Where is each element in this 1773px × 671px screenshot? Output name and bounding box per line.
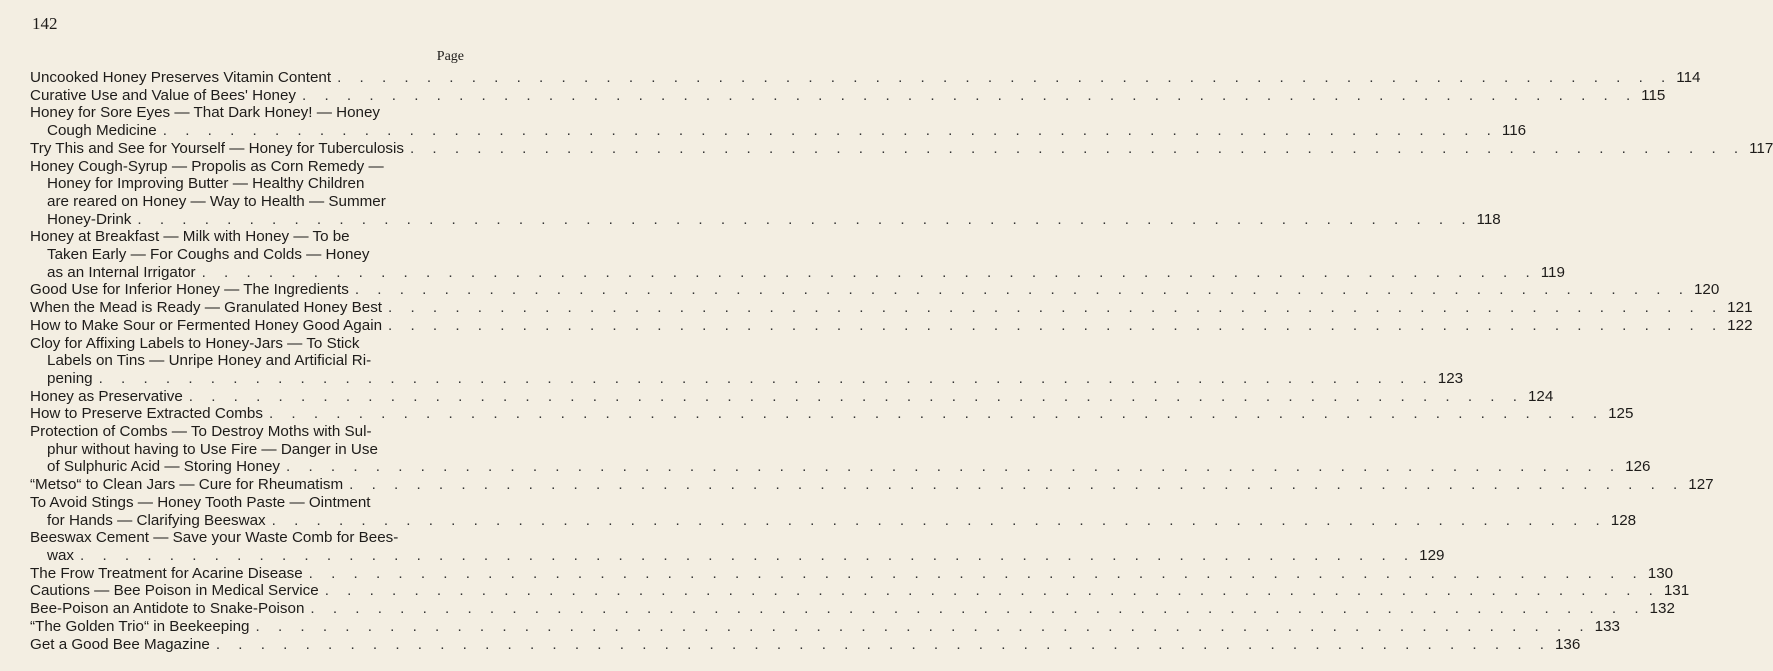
toc-entry-page: 122 [1727,316,1753,334]
dot-leader: . . . . . . . . . . . . . . . . . . . . . . . . . . . . . . . . . . . . . . . . . . . . . . . . . . . . . . . . . . . . [388,299,1724,317]
toc-entry-line [30,210,1501,229]
dot-leader: . . . . . . . . . . . . . . . . . . . . . . . . . . . . . . . . . . . . . . . . . . . . . . . . . . . . . . . . . . . . [310,600,1646,618]
toc-entry-title: pening [47,369,93,387]
toc-entry [30,157,1501,229]
dot-leader: . . . . . . . . . . . . . . . . . . . . . . . . . . . . . . . . . . . . . . . . . . . . . . . . . . . . . . . . . . . . [308,564,1644,582]
toc-entry-title: When the Mead is Ready — Granulated Honey Best [30,299,383,317]
toc-entry-title: Protection of Combs — To Destroy Moths with Sul- [30,423,372,441]
toc-entry-title: Beeswax Cement — Save your Waste Comb for Bees- [30,529,399,547]
toc-entry-line [30,335,468,353]
toc-entry-page: 126 [1625,458,1651,476]
toc-entry-line [30,352,468,370]
toc-entry [30,529,1445,564]
toc-entry-title: phur without having to Use Fire — Danger in Use [47,440,378,458]
toc-entry-page: 124 [1527,387,1554,405]
page-column-header: Page [436,49,464,64]
toc-entry-page: 130 [1647,564,1674,582]
toc-entry-title: Cloy for Affixing Labels to Honey-Jars — To Stick [30,334,360,352]
dot-leader: . . . . . . . . . . . . . . . . . . . . . . . . . . . . . . . . . . . . . . . . . . . . . . . . . . . . . . . . . . . . [324,582,1660,600]
toc-entry-line [30,494,468,512]
toc-entry-title: Cough Medicine [47,122,157,140]
toc-entry [30,228,1565,281]
dot-leader: . . . . . . . . . . . . . . . . . . . . . . . . . . . . . . . . . . . . . . . . . . . . . . . . . . . . . . . . . . . . [162,122,1498,140]
toc-entry-title: Bee-Poison an Antidote to Snake-Poison [30,600,305,618]
toc-entry-page: 119 [1540,263,1565,281]
dot-leader: . . . . . . . . . . . . . . . . . . . . . . . . . . . . . . . . . . . . . . . . . . . . . . . . . . . . . . . . . . . . [409,139,1746,157]
dot-leader: . . . . . . . . . . . . . . . . . . . . . . . . . . . . . . . . . . . . . . . . . . . . . . . . . . . . . . . . . . . . [98,369,1434,387]
toc-entry-title: are reared on Honey — Way to Health — Summer [47,192,386,210]
toc-entry-line [30,281,1720,299]
toc-entry-line [30,635,1581,654]
toc-entry-title: Honey Cough-Syrup — Propolis as Corn Remedy — [30,157,384,175]
toc-entry-line [30,263,1565,282]
toc-entry-title: Try This and See for Yourself — Honey for Tuberculosis [30,139,404,157]
dot-leader: . . . . . . . . . . . . . . . . . . . . . . . . . . . . . . . . . . . . . . . . . . . . . . . . . . . . . . . . . . . . [271,511,1607,529]
toc-entry-title: Honey for Sore Eyes — That Dark Honey! — Honey [30,104,381,122]
toc-entry-page: 132 [1649,600,1675,618]
toc-entry-line [30,441,468,459]
toc-entry [30,582,1690,600]
dot-leader: . . . . . . . . . . . . . . . . . . . . . . . . . . . . . . . . . . . . . . . . . . . . . . . . . . . . . . . . . . . . [137,210,1473,228]
toc-entry [30,476,1714,494]
toc-entry-title: “The Golden Trio“ in Beekeeping [30,617,250,635]
toc-entry-line [30,139,1773,158]
toc-entry-line [30,387,1554,406]
dot-leader: . . . . . . . . . . . . . . . . . . . . . . . . . . . . . . . . . . . . . . . . . . . . . . . . . . . . . . . . . . . . [268,405,1605,423]
toc-entry-line [30,582,1690,600]
toc-entry-page: 133 [1594,617,1620,635]
toc-entry-title: How to Make Sour or Fermented Honey Good Again [30,316,383,334]
toc-entry-line [30,564,1674,583]
toc-entry-line [30,476,1714,494]
dot-leader: . . . . . . . . . . . . . . . . . . . . . . . . . . . . . . . . . . . . . . . . . . . . . . . . . . . . . . . . . . . . [255,617,1591,635]
dot-leader: . . . . . . . . . . . . . . . . . . . . . . . . . . . . . . . . . . . . . . . . . . . . . . . . . . . . . . . . . . . . [302,86,1638,104]
toc-entry-title: wax [47,546,75,564]
toc-entry-page: 118 [1476,210,1501,228]
toc-entry-page: 129 [1419,546,1445,564]
toc-entry-title: How to Preserve Extracted Combs [30,405,263,423]
toc-entry-page: 136 [1554,635,1581,653]
toc-entry [30,69,1701,87]
toc-entry-title: Get a Good Bee Magazine [30,635,210,653]
toc-entry-title: Labels on Tins — Unripe Honey and Artificial Ri- [47,352,372,370]
toc-entry-line [30,86,1666,105]
toc-entry-line [30,529,468,547]
toc-entry-title: Taken Early — For Coughs and Colds — Honey [47,246,370,264]
dot-leader: . . . . . . . . . . . . . . . . . . . . . . . . . . . . . . . . . . . . . . . . . . . . . . . . . . . . . . . . . . . . [80,546,1416,564]
toc-entry [30,423,1651,476]
toc-entry-title: Curative Use and Value of Bees' Honey [30,86,297,104]
toc-entry-line [30,511,1637,530]
toc-entry-page: 131 [1663,582,1690,600]
toc-entry-page: 125 [1608,405,1634,423]
toc-entry-title: Honey-Drink [47,210,132,228]
dot-leader: . . . . . . . . . . . . . . . . . . . . . . . . . . . . . . . . . . . . . . . . . . . . . . . . . . . . . . . . . . . . [337,69,1673,86]
toc-entry [30,299,1753,317]
toc-entry-title: The Frow Treatment for Acarine Disease [30,564,303,582]
toc-entry-page: 123 [1437,369,1464,387]
dot-leader: . . . . . . . . . . . . . . . . . . . . . . . . . . . . . . . . . . . . . . . . . . . . . . . . . . . . . . . . . . . . [286,458,1622,476]
toc-entry [30,600,1675,618]
toc-entry-line [30,405,1634,423]
toc-entry-title: as an Internal Irrigator [47,263,196,281]
toc-entry-line [30,158,468,176]
toc-entry [30,104,1527,140]
toc-entry [30,564,1674,583]
toc-entry-line [30,122,1527,140]
toc-entry-page: 127 [1688,476,1714,494]
toc-entry-line [30,600,1675,618]
toc-entry-title: Honey at Breakfast — Milk with Honey — To be [30,228,350,246]
toc-entry-page: 121 [1727,299,1753,317]
toc-entry-line [30,369,1464,388]
toc-entry-line [30,246,468,264]
toc-entry-line [30,69,1701,87]
dot-leader: . . . . . . . . . . . . . . . . . . . . . . . . . . . . . . . . . . . . . . . . . . . . . . . . . . . . . . . . . . . . [354,281,1690,299]
toc-entry-title: “Metso“ to Clean Jars — Cure for Rheumatism [30,476,344,494]
dot-leader: . . . . . . . . . . . . . . . . . . . . . . . . . . . . . . . . . . . . . . . . . . . . . . . . . . . . . . . . . . . . [388,316,1724,334]
toc-entry-page: 114 [1676,69,1701,86]
toc-entry-title: Honey for Improving Butter — Healthy Children [47,175,365,193]
toc-entry [30,316,1753,335]
toc-entry-page: 128 [1610,511,1637,529]
toc-entry [30,617,1620,636]
toc-entry [30,387,1554,406]
table-of-contents [30,69,1773,653]
dot-leader: . . . . . . . . . . . . . . . . . . . . . . . . . . . . . . . . . . . . . . . . . . . . . . . . . . . . . . . . . . . . [215,635,1551,653]
toc-entry-line [30,617,1620,636]
dot-leader: . . . . . . . . . . . . . . . . . . . . . . . . . . . . . . . . . . . . . . . . . . . . . . . . . . . . . . . . . . . . [349,476,1685,494]
toc-entry-line [30,228,468,246]
toc-entry-title: of Sulphuric Acid — Storing Honey [47,458,280,476]
toc-entry [30,139,1773,158]
toc-entry [30,635,1581,654]
page-number: 142 [32,14,58,33]
toc-entry [30,334,1464,388]
toc-entry-title: Good Use for Inferior Honey — The Ingredients [30,281,349,299]
toc-entry [30,493,1637,529]
toc-entry-title: Honey as Preservative [30,387,183,405]
toc-entry-line [30,458,1651,476]
toc-entry-title: Uncooked Honey Preserves Vitamin Content [30,69,332,86]
toc-entry [30,405,1634,423]
toc-entry [30,86,1666,105]
toc-entry-title: To Avoid Stings — Honey Tooth Paste — Ointment [30,493,371,511]
toc-entry [30,281,1720,299]
toc-entry-title: Cautions — Bee Poison in Medical Service [30,582,319,600]
toc-entry-line [30,299,1753,317]
toc-entry-page: 116 [1501,122,1527,140]
toc-entry-line [30,316,1753,335]
dot-leader: . . . . . . . . . . . . . . . . . . . . . . . . . . . . . . . . . . . . . . . . . . . . . . . . . . . . . . . . . . . . [188,387,1524,405]
dot-leader: . . . . . . . . . . . . . . . . . . . . . . . . . . . . . . . . . . . . . . . . . . . . . . . . . . . . . . . . . . . . [201,263,1537,281]
toc-entry-line [30,546,1445,565]
toc-entry-title: for Hands — Clarifying Beeswax [47,511,266,529]
toc-entry-page: 120 [1693,281,1720,299]
toc-entry-line [30,193,468,211]
toc-entry-line [30,175,468,193]
toc-entry-line [30,423,468,441]
toc-entry-line [30,104,468,122]
toc-entry-page: 115 [1641,86,1666,104]
toc-entry-page: 117 [1749,139,1773,157]
